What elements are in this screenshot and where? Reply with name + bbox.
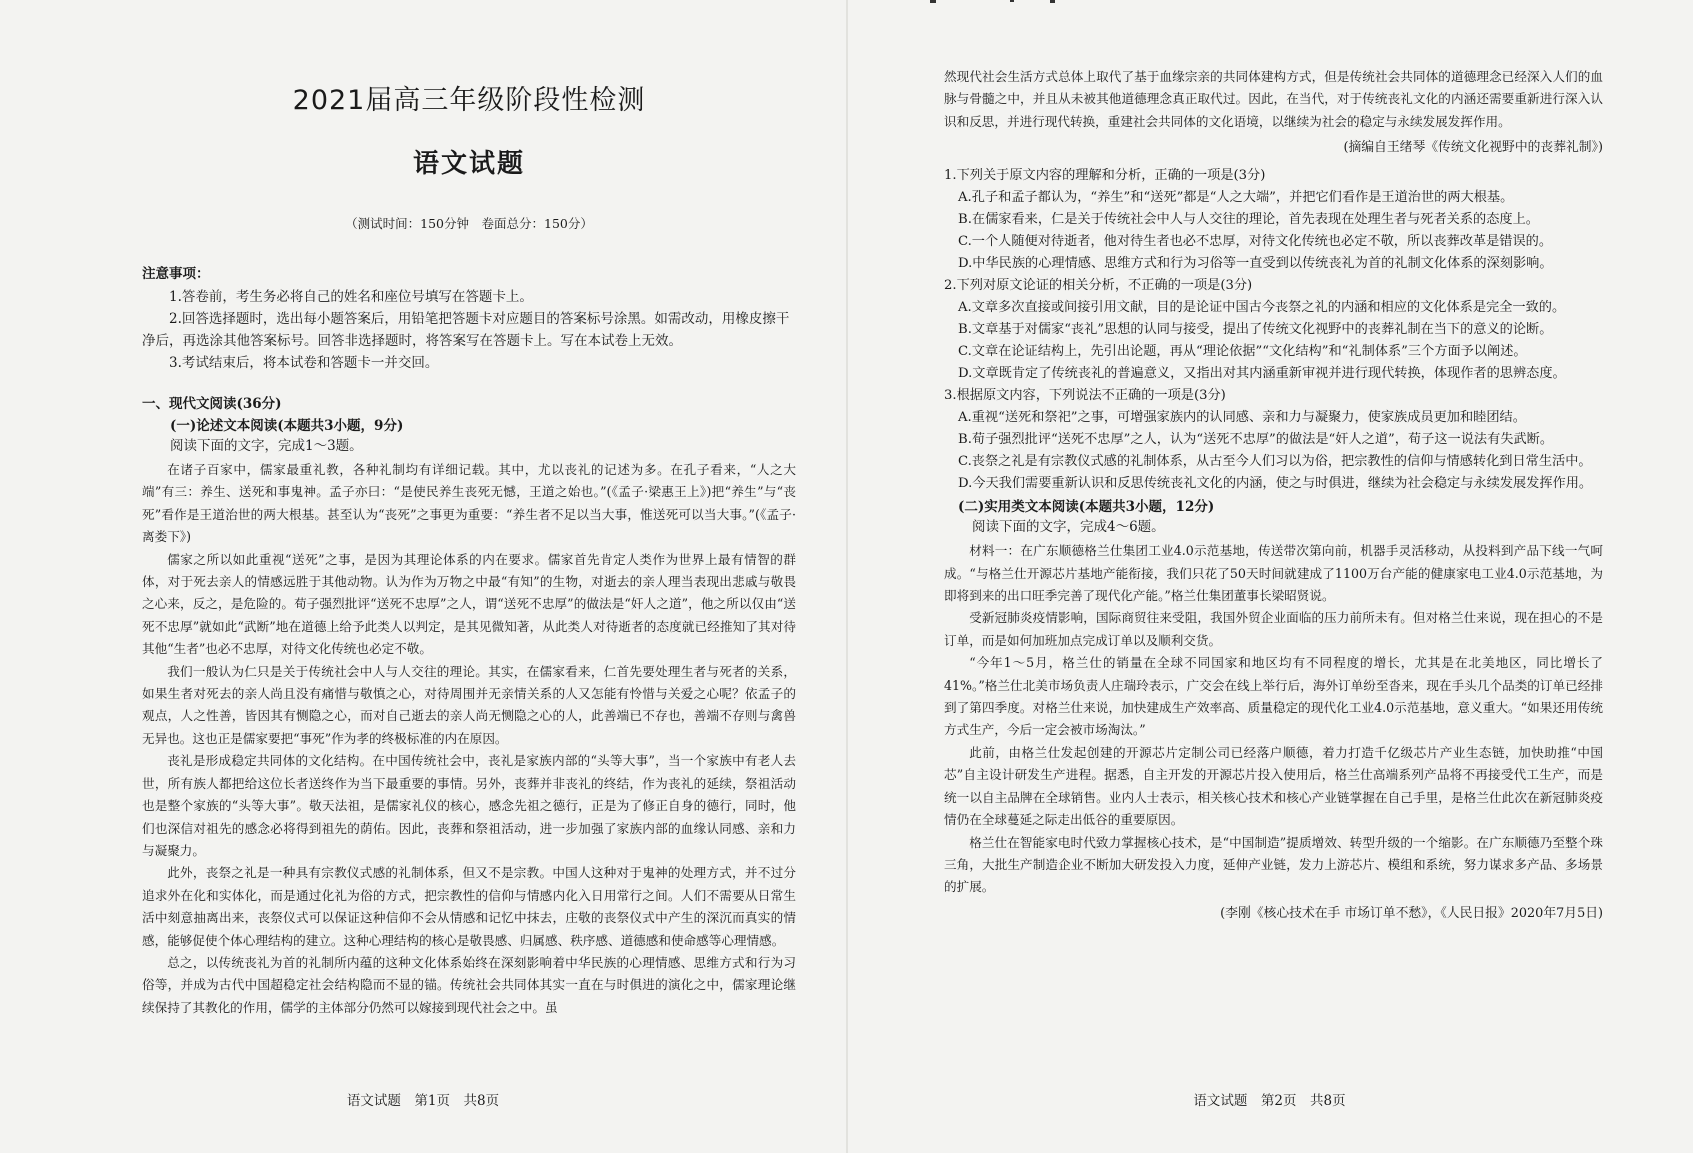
passage-source: (摘编自王绪琴《传统文化视野中的丧葬礼制》)	[1343, 140, 1603, 156]
reading-instruction: 阅读下面的文字，完成4～6题。	[972, 519, 1165, 536]
question-stem: 2.下列对原文论证的相关分析，不正确的一项是(3分)	[944, 278, 1253, 294]
option-c: C.文章在论证结构上，先引出论题，再从“理论依据”“文化结构”和“礼制体系”三个方面予以阐述。	[958, 344, 1527, 360]
page-footer: 语文试题 第2页 共8页	[1193, 1093, 1346, 1109]
subject-title: 语文试题	[412, 149, 525, 179]
scan-speck	[930, 0, 936, 3]
passage-continuation: 然现代社会生活方式总体上取代了基于血缘宗亲的共同体建构方式，但是传统社会共同体的道德理念已经深入人们的血脉与骨髓之中，并且从未被其他道德理念真正取代过。因此，在当代，对于传统丧礼文化的内涵还需要重新进行深入认识和反思，并进行现代转换，重建社会共同体的文化语境，以继续为社会的稳定与永续发展发挥作用。	[944, 69, 1603, 129]
exam-title: 2021届高三年级阶段性检测	[292, 85, 646, 116]
question-stem: 1.下列关于原文内容的理解和分析，正确的一项是(3分)	[944, 168, 1266, 184]
subsection-heading: (二)实用类文本阅读(本题共3小题，12分)	[958, 499, 1215, 516]
material-paragraph: “今年1～5月，格兰仕的销量在全球不同国家和地区均有不同程度的增长，尤其是在北美地区，同比增长了41%。”格兰仕北美市场负责人庄瑞玲表示，广交会在线上举行后，海外订单纷至沓来，现在手头几个品类的订单已经排到了第四季度。对格兰仕来说，加快建成生产效率高、质量稳定的现代化工业4.0示范基地，意义重大。“如果还用传统方式生产，今后一定会被市场淘汰。”	[944, 655, 1603, 738]
option-b: B.在儒家看来，仁是关于传统社会中人与人交往的理论，首先表现在处理生者与死者关系的态度上。	[958, 212, 1539, 228]
right-page	[846, 0, 1693, 1153]
passage-paragraph: 我们一般认为仁只是关于传统社会中人与人交往的理论。其实，在儒家看来，仁首先要处理生者与死者的关系，如果生者对死去的亲人尚且没有痛惜与敬慎之心，对待周围并无亲情关系的人又怎能有怜惜与关爱之心呢？依孟子的观点，人之性善，皆因其有恻隐之心，而对自己逝去的亲人尚无恻隐之心的人，此善端已不存也，善端不存则与禽兽无异也。这也正是儒家要把“事死”作为孝的终极标准的内在原因。	[142, 663, 796, 746]
option-a: A.重视“送死和祭祀”之事，可增强家族内的认同感、亲和力与凝聚力，使家族成员更加和睦团结。	[958, 410, 1526, 426]
exam-meta: （测试时间：150分钟 卷面总分：150分）	[345, 216, 593, 231]
option-a: A.文章多次直接或间接引用文献，目的是论证中国古今丧祭之礼的内涵和相应的文化体系是完全一致的。	[958, 300, 1566, 316]
scan-speck	[1010, 0, 1014, 2]
material-paragraph: 此前，由格兰仕发起创建的开源芯片定制公司已经落户顺德，着力打造千亿级芯片产业生态链，加快助推“中国芯”自主设计研发生产进程。据悉，自主开发的开源芯片投入使用后，格兰仕高端系列产品将不再接受代工生产，而是统一以自主品牌在全球销售。业内人士表示，相关核心技术和核心产业链掌握在自己手里，是格兰仕此次在新冠肺炎疫情仍在全球蔓延之际走出低谷的重要原因。	[944, 744, 1603, 828]
option-d: D.中华民族的心理情感、思维方式和行为习俗等一直受到以传统丧礼为首的礼制文化体系的深刻影响。	[958, 256, 1553, 272]
option-c: C.一个人随便对待逝者，他对待生者也必不忠厚，对待文化传统也必定不敬，所以丧葬改革是错误的。	[958, 234, 1553, 250]
passage-paragraph: 总之，以传统丧礼为首的礼制所内蕴的这种文化体系始终在深刻影响着中华民族的心理情感、思维方式和行为习俗等，并成为古代中国超稳定社会结构隐而不显的锚。传统社会共同体其实一直在与时俱进的演化之中，儒家理论继续保持了其教化的作用，儒学的主体部分仍然可以嫁接到现代社会之中。虽	[142, 954, 796, 1015]
question-2	[944, 275, 1603, 385]
passage-paragraph: 儒家之所以如此重视“送死”之事，是因为其理论体系的内在要求。儒家首先肯定人类作为世界上最有情智的群体，对于死去亲人的情感远胜于其他动物。认为作为万物之中最“有知”的生物，对逝去的亲人理当表现出悲戚与敬畏之心来，反之，是危险的。荀子强烈批评“送死不忠厚”之人，谓“送死不忠厚”的做法是“奸人之道”，他之所以仅由“送死不忠厚”就如此“武断”地在道德上给予此类人以判定，是其见微知著，从此类人对待逝者的态度就已经推知了其对待其他“生者”也必不忠厚，对待文化传统也必定不敬。	[142, 551, 796, 657]
question-1	[944, 165, 1603, 275]
notes-heading: 注意事项：	[142, 266, 210, 282]
note-item: 2.回答选择题时，选出每小题答案后，用铅笔把答题卡对应题目的答案标号涂黑。如需改动，用橡皮擦干净后，再选涂其他答案标号。回答非选择题时，将答案写在答题卡上。写在本试卷上无效。	[142, 311, 790, 349]
question-stem: 3.根据原文内容，下列说法不正确的一项是(3分)	[944, 388, 1226, 404]
reading-instruction: 阅读下面的文字，完成1～3题。	[170, 438, 363, 454]
subsection-heading: (一)论述文本阅读(本题共3小题，9分)	[170, 418, 404, 434]
passage-paragraph: 在诸子百家中，儒家最重礼教，各种礼制均有详细记载。其中，尤以丧礼的记述为多。在孔子看来，“人之大端”有三：养生、送死和事鬼神。孟子亦曰：“是使民养生丧死无憾，王道之始也。”(《孟子·梁惠王上》)把“养生”与“丧死”看作是王道治世的两大根基。甚至认为“丧死”之事更为重要：“养生者不足以当大事，惟送死可以当大事。”(《孟子·离娄下》)	[142, 462, 796, 545]
option-b: B.文章基于对儒家“丧礼”思想的认同与接受，提出了传统文化视野中的丧葬礼制在当下的意义的论断。	[958, 322, 1553, 338]
option-d: D.今天我们需要重新认识和反思传统丧礼文化的内涵，使之与时俱进，继续为社会稳定与永续发展发挥作用。	[958, 476, 1593, 492]
scan-speck	[1050, 0, 1055, 3]
passage-paragraph: 丧礼是形成稳定共同体的文化结构。在中国传统社会中，丧礼是家族内部的“头等大事”，当一个家族中有老人去世，所有族人都把给这位长者送终作为当下最重要的事情。另外，丧葬并非丧礼的终结，作为丧礼的延续，祭祖活动也是整个家族的“头等大事”。敬天法祖，是儒家礼仪的核心，感念先祖之德行，正是为了修正自身的德行，同时，他们也深信对祖先的感念必将得到祖先的荫佑。因此，丧葬和祭祖活动，进一步加强了家族内部的血缘认同感、亲和力与凝聚力。	[142, 753, 796, 858]
passage-paragraph: 此外，丧祭之礼是一种具有宗教仪式感的礼制体系，但又不是宗教。中国人这种对于鬼神的处理方式，并不过分追求外在化和实体化，而是通过化礼为俗的方式，把宗教性的信仰与情感内化入日用常行之间。人们不需要从日常生活中刻意抽离出来，丧祭仪式可以保证这种信仰不会从情感和记忆中抹去，庄敬的丧祭仪式中产生的深沉而真实的情感，能够促使个体心理结构的建立。这种心理结构的核心是敬畏感、归属感、秩序感、道德感和使命感等心理情感。	[142, 865, 796, 948]
material-paragraph: 受新冠肺炎疫情影响，国际商贸往来受阻，我国外贸企业面临的压力前所未有。但对格兰仕来说，现在担心的不是订单，而是如何加班加点完成订单以及顺利交货。	[944, 610, 1603, 648]
left-page	[0, 0, 846, 1153]
material-paragraph: 材料一：在广东顺德格兰仕集团工业4.0示范基地，传送带次第向前，机器手灵活移动，从投料到产品下线一气呵成。“与格兰仕开源芯片基地产能衔接，我们只花了50天时间就建成了1100万台产能的健康家电工业4.0示范基地，为即将到来的出口旺季完善了现代化产能。”格兰仕集团董事长梁昭贤说。	[944, 543, 1603, 604]
note-item: 1.答卷前，考生务必将自己的姓名和座位号填写在答题卡上。	[169, 289, 533, 305]
option-d: D.文章既肯定了传统丧礼的普遍意义，又指出对其内涵重新审视并进行现代转换，体现作者的思辨态度。	[958, 366, 1566, 382]
option-a: A.孔子和孟子都认为，“养生”和“送死”都是“人之大端”，并把它们看作是王道治世的两大根基。	[958, 190, 1514, 206]
option-c: C.丧祭之礼是有宗教仪式感的礼制体系，从古至今人们习以为俗，把宗教性的信仰与情感转化到日常生活中。	[958, 454, 1592, 470]
material-source: (李刚《核心技术在手 市场订单不愁》，《人民日报》2020年7月5日)	[1220, 905, 1603, 921]
section-heading: 一、现代文阅读(36分)	[142, 396, 282, 412]
note-item: 3.考试结束后，将本试卷和答题卡一并交回。	[169, 355, 439, 371]
option-b: B.荀子强烈批评“送死不忠厚”之人，认为“送死不忠厚”的做法是“奸人之道”，荀子这一说法有失武断。	[958, 432, 1554, 448]
question-3	[944, 385, 1603, 495]
material-paragraph: 格兰仕在智能家电时代致力掌握核心技术，是“中国制造”提质增效、转型升级的一个缩影。在广东顺德乃至整个珠三角，大批生产制造企业不断加大研发投入力度，延伸产业链，发力上游芯片、模组和系统，努力谋求多产品、多场景的扩展。	[944, 834, 1603, 895]
page-footer: 语文试题 第1页 共8页	[346, 1093, 500, 1109]
